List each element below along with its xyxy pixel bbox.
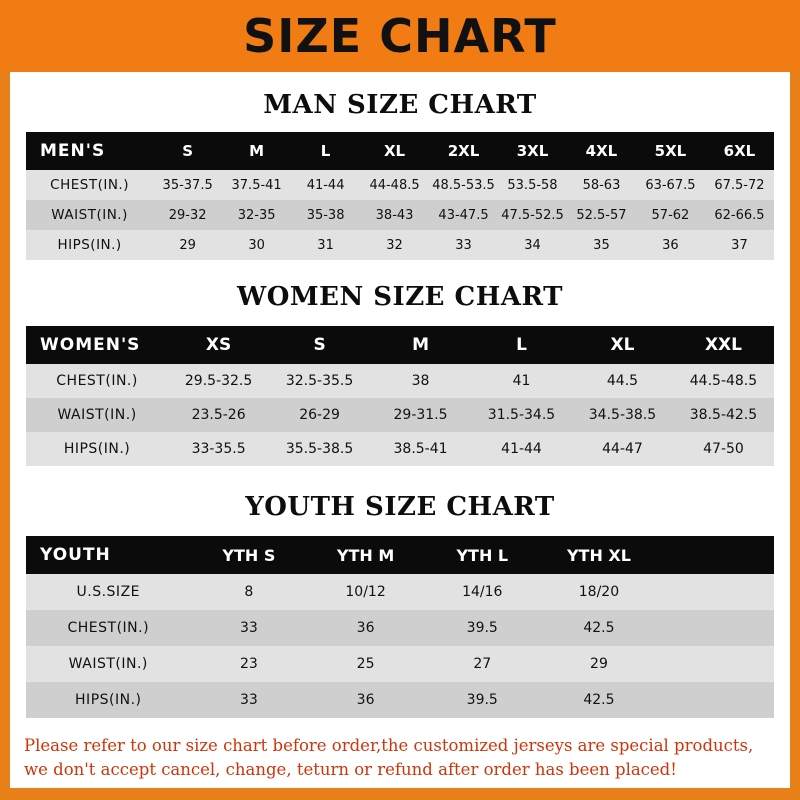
women-row-2-cell-2: 38.5-41: [393, 441, 448, 457]
men-header-cell-5: 2XL: [447, 142, 480, 160]
men-row-2-label: HIPS(IN.): [57, 237, 122, 253]
table-header-row: [26, 536, 774, 574]
men-row-1-cell-3: 38-43: [375, 207, 414, 223]
table-row: [26, 682, 774, 718]
table-row: [26, 574, 774, 610]
women-row-2-cell-0: 33-35.5: [191, 441, 246, 457]
women-row-1-cell-1: 26-29: [299, 407, 340, 423]
men-size-table: [26, 132, 774, 260]
youth-row-0-label: U.S.SIZE: [76, 584, 141, 600]
page-title: SIZE CHART: [243, 9, 557, 63]
youth-row-2-label: WAIST(IN.): [68, 656, 148, 672]
men-row-0-cell-8: 67.5-72: [714, 177, 765, 193]
men-header-cell-7: 4XL: [585, 142, 618, 160]
youth-row-0-cell-3: 18/20: [578, 584, 620, 600]
youth-row-0-cell-0: 8: [244, 584, 254, 600]
women-header-cell-2: S: [313, 335, 326, 355]
men-table-body: [26, 170, 774, 260]
youth-row-3-cell-2: 39.5: [466, 692, 498, 708]
table-row: [26, 170, 774, 200]
youth-section: [10, 492, 790, 718]
men-row-0-cell-7: 63-67.5: [645, 177, 696, 193]
youth-row-0-cell-2: 14/16: [462, 584, 503, 600]
women-row-0-label: CHEST(IN.): [56, 373, 138, 389]
youth-row-3-label: HIPS(IN.): [75, 692, 142, 708]
men-row-2-cell-0: 29: [179, 237, 196, 253]
women-row-2-cell-4: 44-47: [602, 441, 643, 457]
youth-header-cell-1: YTH S: [222, 545, 276, 565]
youth-header-cell-4: YTH XL: [566, 545, 631, 565]
men-header-cell-1: S: [182, 142, 194, 160]
women-row-2-cell-5: 47-50: [703, 441, 744, 457]
youth-table-body: [26, 574, 774, 718]
youth-row-2-cell-1: 25: [356, 656, 375, 672]
men-header-cell-0: MEN'S: [40, 141, 106, 161]
youth-row-3-cell-1: 36: [356, 692, 375, 708]
women-row-0-cell-3: 41: [512, 373, 531, 389]
men-row-1-cell-1: 32-35: [237, 207, 276, 223]
women-header-cell-3: M: [412, 335, 429, 355]
youth-row-1-cell-1: 36: [356, 620, 375, 636]
men-row-2-cell-3: 32: [386, 237, 403, 253]
footer-note-line-2: we don't accept cancel, change, teturn or refund after order has been placed!: [24, 759, 677, 779]
men-row-2-cell-4: 33: [455, 237, 472, 253]
youth-row-3-cell-0: 33: [239, 692, 258, 708]
women-row-1-cell-2: 29-31.5: [393, 407, 448, 423]
men-section-title: MAN SIZE CHART: [263, 90, 537, 120]
table-row: [26, 646, 774, 682]
men-row-0-cell-0: 35-37.5: [162, 177, 213, 193]
women-header-cell-0: WOMEN'S: [40, 335, 141, 355]
youth-table-header: [26, 536, 774, 574]
women-row-0-cell-2: 38: [411, 373, 430, 389]
youth-row-0-cell-1: 10/12: [345, 584, 386, 600]
youth-row-3-cell-4: [657, 682, 774, 718]
men-row-2-cell-6: 35: [593, 237, 610, 253]
youth-header-cell-2: YTH M: [336, 545, 395, 565]
youth-row-2-cell-0: 23: [239, 656, 258, 672]
men-header-cell-2: M: [249, 142, 265, 160]
footer-note: [24, 734, 776, 782]
youth-row-1-cell-0: 33: [239, 620, 258, 636]
youth-row-1-label: CHEST(IN.): [67, 620, 150, 636]
women-row-0-cell-0: 29.5-32.5: [184, 373, 253, 389]
men-row-2-cell-8: 37: [731, 237, 748, 253]
table-row: [26, 398, 774, 432]
women-row-0-cell-4: 44.5: [606, 373, 639, 389]
men-row-0-cell-6: 58-63: [582, 177, 621, 193]
youth-row-2-cell-3: 29: [590, 656, 608, 672]
men-row-2-cell-5: 34: [524, 237, 541, 253]
youth-row-2-cell-4: [657, 646, 774, 682]
women-table-header: [26, 326, 774, 364]
men-row-1-cell-5: 47.5-52.5: [501, 207, 564, 223]
women-header-cell-4: L: [516, 335, 527, 355]
women-row-0-cell-5: 44.5-48.5: [689, 373, 758, 389]
women-section: [10, 282, 790, 466]
men-row-0-cell-5: 53.5-58: [507, 177, 558, 193]
men-row-1-cell-4: 43-47.5: [438, 207, 489, 223]
men-header-cell-4: XL: [383, 142, 406, 160]
women-row-2-cell-1: 35.5-38.5: [285, 441, 354, 457]
women-row-0-cell-1: 32.5-35.5: [285, 373, 354, 389]
men-table-header: [26, 132, 774, 170]
men-header-cell-8: 5XL: [654, 142, 687, 160]
youth-header-cell-3: YTH L: [456, 545, 509, 565]
youth-row-3-cell-3: 42.5: [583, 692, 615, 708]
women-row-1-cell-0: 23.5-26: [191, 407, 246, 423]
women-row-1-cell-4: 34.5-38.5: [588, 407, 657, 423]
women-header-cell-6: XXL: [704, 335, 742, 355]
men-row-0-label: CHEST(IN.): [50, 177, 129, 193]
table-row: [26, 364, 774, 398]
men-row-2-cell-1: 30: [248, 237, 265, 253]
table-row: [26, 200, 774, 230]
men-row-2-cell-2: 31: [317, 237, 334, 253]
table-header-row: [26, 326, 774, 364]
youth-row-0-cell-4: [657, 574, 774, 610]
men-row-2-cell-7: 36: [662, 237, 679, 253]
women-section-title: WOMEN SIZE CHART: [237, 282, 563, 312]
women-size-table: [26, 326, 774, 466]
youth-row-2-cell-2: 27: [473, 656, 492, 672]
youth-section-title: YOUTH SIZE CHART: [245, 492, 555, 522]
women-row-1-cell-5: 38.5-42.5: [689, 407, 758, 423]
men-header-cell-3: L: [320, 142, 331, 160]
footer-note-line-1: Please refer to our size chart before order,the customized jerseys are special products,: [24, 736, 754, 755]
women-row-2-cell-3: 41-44: [501, 441, 542, 457]
men-row-1-cell-8: 62-66.5: [714, 207, 765, 223]
women-row-1-label: WAIST(IN.): [57, 407, 137, 423]
men-header-cell-9: 6XL: [723, 142, 756, 160]
women-header-cell-1: XS: [205, 335, 232, 355]
men-row-0-cell-3: 44-48.5: [369, 177, 420, 193]
men-row-1-cell-7: 57-62: [651, 207, 690, 223]
youth-header-cell-0: YOUTH: [40, 545, 111, 565]
men-row-1-label: WAIST(IN.): [51, 207, 128, 223]
men-row-0-cell-4: 48.5-53.5: [432, 177, 495, 193]
youth-size-table: [26, 536, 774, 718]
youth-row-1-cell-3: 42.5: [583, 620, 615, 636]
men-row-1-cell-6: 52.5-57: [576, 207, 627, 223]
youth-header-cell-5: [657, 536, 774, 574]
men-row-1-cell-2: 35-38: [306, 207, 345, 223]
bottom-band: [0, 788, 800, 800]
women-table-body: [26, 364, 774, 466]
table-header-row: [26, 132, 774, 170]
women-row-1-cell-3: 31.5-34.5: [487, 407, 556, 423]
men-header-cell-6: 3XL: [516, 142, 549, 160]
youth-row-1-cell-4: [657, 610, 774, 646]
youth-row-1-cell-2: 39.5: [466, 620, 498, 636]
header-band: [0, 0, 800, 72]
table-row: [26, 432, 774, 466]
men-row-1-cell-0: 29-32: [168, 207, 207, 223]
men-row-0-cell-1: 37.5-41: [231, 177, 282, 193]
table-row: [26, 610, 774, 646]
table-row: [26, 230, 774, 260]
women-header-cell-5: XL: [610, 335, 635, 355]
women-row-2-label: HIPS(IN.): [63, 441, 131, 457]
men-section: [10, 90, 790, 260]
men-row-0-cell-2: 41-44: [306, 177, 345, 193]
